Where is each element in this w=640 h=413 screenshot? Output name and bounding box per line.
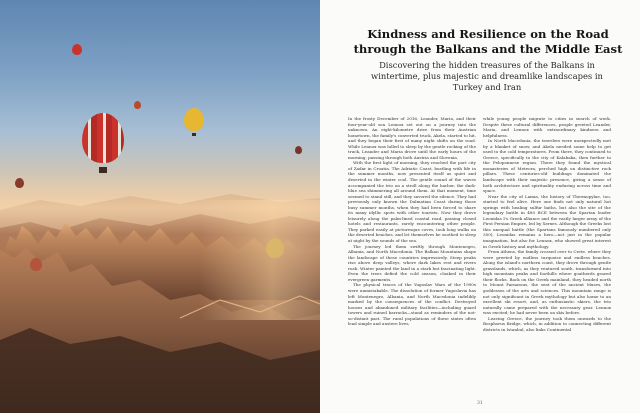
paragraph: With the first light of morning, they reached the port city of Zadar in Croatia. The Adriatic Coast, bustling with life in the summer months, now presented itself as quiet and deserted in the winter cool. The gentle sound of the waves accompanied the trio on a stroll along the harbor, the dark-blue sea shimmering all around them. At that moment, time seemed to stand still, and they savored the silence. They had previously only known the Dalmatian Coast during those busy summer months, when they had been forced to share its many idyllic spots with other tourists. Now they drove leisurely along the palm-lined coastal road, passing closed hotels and restaurants, rarely encountering other people. They parked easily at picturesque coves, took long walks on the deserted beaches, and let themselves be soothed to sleep at night by the sounds of the sea. — [348, 160, 476, 244]
paragraph: Near the city of Lamia, the history of Thermopylae, too, started to feel alive. Here one finds not only natural hot springs with healing sulfur baths, but also the site of the legendary battle in 480 BCE between the Spartan leader Leonidas I's Greek alliance and the vastly larger army of the First Persian Empire, led by Xerxes. Although the Greeks lost this unequal battle (the Spartans famously numbered only 300), Leonidas remains a hero—not just in the popular imagination, but also for Lennox, who showed great interest in Greek history and mythology. — [483, 193, 611, 249]
paragraph: In North Macedonia, the travelers were unexpectedly met by a blanket of snow, and Akela needed some help to get used to the cold temperatures. From there, they continued to Greece, specifically to the city of Kalabaka, then further to the Peloponnese region. There they found the mystical monasteries of Meteora, perched high on distinctive rock pillars. These centuries-old buildings dominated the landscape with their majestic presence, giving a sense of both architecture and spirituality enduring across time and space. — [483, 138, 611, 194]
balloon-small — [295, 146, 302, 156]
balloon-yellow — [184, 108, 204, 136]
text-column-right — [483, 116, 611, 332]
balloon-low — [30, 258, 42, 274]
article-title: Kindness and Resilience on the Road through the Balkans and the Middle East — [353, 27, 623, 56]
balloon-small — [15, 178, 24, 190]
paragraph: From Athens, the family crossed over to Crete, where they were greeted by endless turquoise and endless beaches. Along the island's northern coast, they drove through gentle grasslands, which, as they ventured south, transformed into high mountain peaks and foothills where goatherds grazed their flocks. Back on the Greek mainland, they headed north to Mount Parnassus, the seat of the ancient Muses, the goddesses of the arts and sciences. This mountain range is not only significant in Greek mythology but also home to an excellent ski resort, and, as enthusiastic skiers, the trio naturally came prepared with the necessary gear. Lennox was excited; he had never been on skis before. — [483, 249, 611, 316]
paragraph: The journey led them swiftly through Montenegro, Albania, and North Macedonia. The Balkan Mountains shape the landscape of these countries impressively. Steep peaks rise above deep valleys, where dark lakes rest and rivers rush. Winter painted the land in a stark but fascinating light. Even the trees defied the cold season, cloaked in their evergreen garments. — [348, 243, 476, 282]
paragraph: while young people migrate to cities in search of work. Despite these cultural differences, people greeted Leander, Maria, and Lennox with extraordinary kindness and helpfulness. — [483, 116, 611, 138]
balloon-small — [134, 101, 141, 111]
paragraph: In the frosty December of 2016, Leander, Maria, and their four-year-old son Lennox set out on a journey into the unknown. An eight-kilometre drive from their Austrian hometown, the family's converted truck, Akela, started to hit, and they began their first of many night shifts on the road. While Lennox was lulled to sleep by the gentle rocking of the truck, Leander and Maria drove until the early hours of the morning, passing through both Austria and Slovenia. — [348, 116, 476, 160]
page-number: 31 — [477, 401, 483, 406]
balloon-small — [72, 44, 82, 57]
article-subtitle: Discovering the hidden treasures of the Balkans in wintertime, plus majestic and dreamlike landscapes in Turkey and Iran — [371, 60, 603, 92]
balloon-large — [82, 113, 124, 173]
horizon-haze — [0, 175, 320, 235]
paragraph: Leaving Greece, the journey took them onwards to the Bosphorus Bridge, which, in addition to connecting different districts in Istanbul, also links Continental — [483, 315, 611, 332]
paragraph: The physical traces of the Yugoslav Wars of the 1990s were unmistakable. The dissolution of former Yugoslavia has left Montenegro, Albania, and North Macedonia indelibly marked by the consequences of the conflict. Destroyed houses and abandoned military facilities—including guard towers and ruined barracks—stand as reminders of the not-so-distant past. The rural populations of these states often lead simple and austere lives, — [348, 282, 476, 327]
balloon-low — [266, 238, 284, 262]
text-column-left — [348, 116, 476, 327]
